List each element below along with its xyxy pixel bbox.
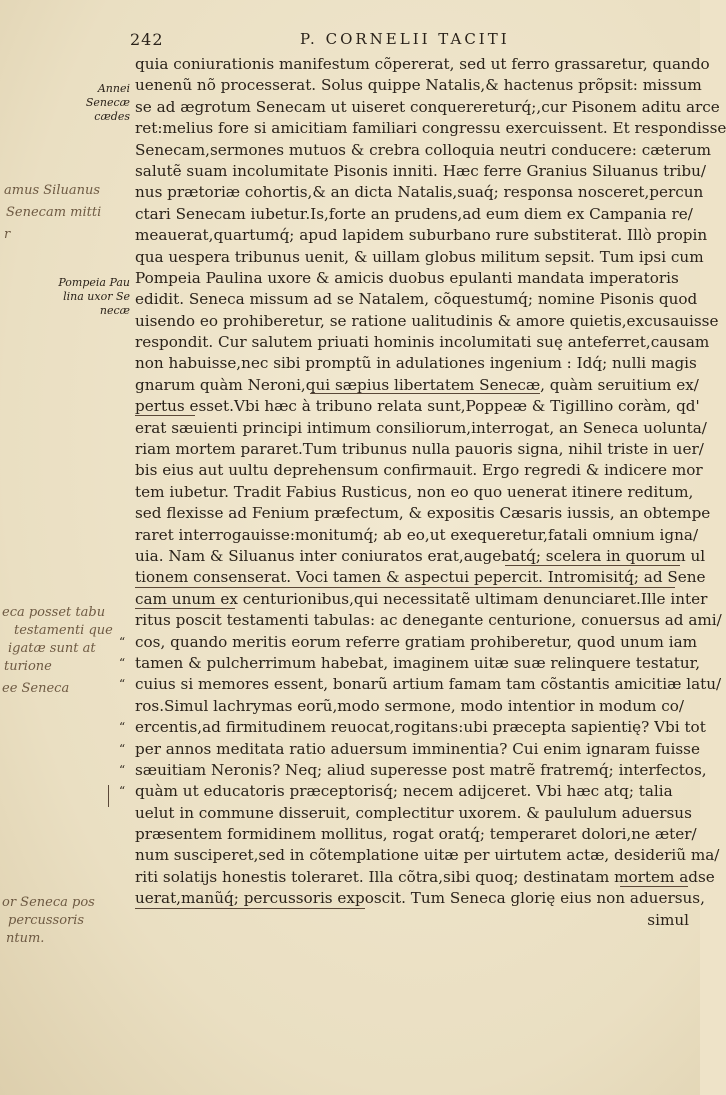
text-line: cos, quando meritis eorum referre gratiam prohiberetur, quod unum iam [135,632,698,651]
text-line: num susciperet,sed in cõtemplatione uitæ per uirtutem actæ, desideriũ ma/ [135,846,720,865]
quote-mark: “ [119,741,126,756]
text-line: nus prætoriæ cohortis,& an dicta Natalis,suaq́; responsa nosceret,percun [135,183,704,202]
text-line: quàm ut educatoris præceptorisq́; necem adijceret. Vbi hæc atq; talia [135,782,673,801]
text-line: tamen & pulcherrimum habebat, imaginem uitæ suæ relinquere testatur, [135,653,701,672]
ink-underline [135,908,365,909]
text-line: riti solatijs honestis toleraret. Illa cõtra,sibi quoq; destinatam mortem adse [135,867,715,886]
quote-mark: “ [119,655,126,670]
text-line: præsentem formidinem mollitus, rogat oratq́; temperaret dolori,ne æter/ [135,825,697,844]
handwritten-note: igatæ sunt at [8,641,96,656]
side-note-seneca-death: Annei Senecæ cædes [85,82,130,123]
text-line: simul [647,910,689,929]
text-line: salutẽ suam incolumitate Pisonis inniti. Hæc ferre Granius Siluanus tribu/ [135,161,706,180]
handwritten-note: or Seneca pos [2,895,95,910]
text-line: per annos meditata ratio aduersum imminentia? Cui enim ignaram fuisse [135,739,700,758]
quote-mark: “ [119,677,126,692]
text-line: uerat,manũq́; percussoris exposcit. Tum Seneca glorię eius non aduersus, [135,889,705,908]
quoted-line [119,717,706,738]
text-line: cuius si memores essent, bonarũ artium famam tam cõstantis amicitiæ latu/ [135,675,722,694]
quoted-line [119,760,707,781]
ink-stroke [108,785,109,807]
text-line: ros.Simul lachrymas eorũ,modo sermone, modo intentior in modum co/ [135,696,684,715]
handwritten-note: Senecam mitti [6,205,102,220]
ink-underline [505,565,680,566]
text-line: riam mortem pararet.Tum tribunus nulla pauoris signa, nihil triste in uer/ [135,440,704,459]
text-line: meauerat,quartumq́; apud lapidem suburbano rure substiterat. Illò propin [135,226,708,245]
text-line: qua uespera tribunus uenit, & uillam globus militum sepsit. Tum ipsi cum [135,247,704,266]
text-line: pertus esset.Vbi hæc à tribuno relata sunt,Poppeæ & Tigillino coràm, qd' [135,397,700,416]
quote-mark: “ [119,784,126,799]
text-line: respondit. Cur salutem priuati hominis incolumitati suę anteferret,causam [135,333,710,352]
text-line: raret interrogauisse:monitumq́; ab eo,ut exequeretur,fatali omnium igna/ [135,525,699,544]
text-line: uelut in commune disseruit, complectitur uxorem. & paululum aduersus [135,803,692,822]
handwritten-note: r [4,227,11,242]
text-line: quia coniurationis manifestum cõpererat, sed ut ferro grassaretur, quando [135,55,710,73]
quoted-line [119,781,695,802]
handwritten-note: ntum. [6,931,45,946]
quoted-line [119,653,701,674]
text-line: bis eius aut uultu deprehensum confirmauit. Ergo regredi & indicere mor [135,461,703,480]
text-line: edidit. Seneca missum ad se Natalem, cõquestumq́; nomine Pisonis quod [135,290,698,309]
quote-mark: “ [119,720,126,735]
ink-underline [620,886,688,887]
handwritten-note: amus Siluanus [4,183,101,198]
text-line: uenenũ nõ processerat. Solus quippe Natalis,& hactenus prõpsit: missum [135,76,702,95]
handwritten-note: testamenti que [14,623,113,638]
text-line: Senecam,sermones mutuos & crebra colloquia neutri conducere: cæterum [135,140,712,159]
text-line: sæuitiam Neronis? Neq; aliud superesse post matrẽ fratremq́; interfectos, [135,760,707,779]
text-line: ret:melius fore si amicitiam familiari congressu exercuissent. Et respondisse [135,119,726,138]
text-line: erat sæuienti principi intimum consiliorum,interrogat, an Seneca uolunta/ [135,418,707,437]
quote-mark: “ [119,634,126,649]
side-note-pompeia-paulina: Pompeia Pau lina uxor Se necæ [58,276,130,317]
quoted-line [119,739,700,760]
ink-underline [310,393,540,394]
text-line: ctari Senecam iubetur.Is,forte an prudens,ad eum diem ex Campania re/ [135,204,693,223]
quoted-line [119,632,698,653]
text-line: uisendo eo prohiberetur, se ratione ualitudinis & amore quietis,excusauisse [135,311,719,330]
text-line: non habuisse,nec sibi promptũ in adulationes ingenium : Idq́; nulli magis [135,354,697,373]
text-line: tionem consenserat. Voci tamen & aspectui pepercit. Intromisitq́; ad Sene [135,568,706,587]
ink-underline [135,608,235,609]
ink-underline [135,415,195,416]
main-text [119,54,726,931]
quoted-line [119,674,722,695]
handwritten-note: eca posset tabu [2,605,106,620]
text-line: uia. Nam & Siluanus inter coniuratos erat,augebatq́; scelera in quorum ul [135,546,706,565]
text-line: tem iubetur. Tradit Fabius Rusticus, non eo quo uenerat itinere reditum, [135,482,694,501]
ink-underline [135,587,675,588]
text-line: gnarum quàm Neroni,qui sæpius libertatem Senecæ, quàm seruitium ex/ [135,375,699,394]
text-line: se ad ægrotum Senecam ut uiseret conquerereturq́;,cur Pisonem aditu arce [135,97,720,116]
handwritten-note: ee Seneca [2,681,70,696]
quote-mark: “ [119,762,126,777]
running-title: P. CORNELII TACITI [300,30,510,48]
text-line: cam unum ex centurionibus,qui necessitatẽ ultimam denunciaret.Ille inter [135,589,708,608]
text-line: ritus poscit testamenti tabulas: ac denegante centurione, conuersus ad ami/ [135,611,722,630]
handwritten-note: percussoris [8,913,85,928]
page-header [0,30,700,54]
text-line: Pompeia Paulina uxore & amicis duobus epulanti mandata imperatoris [135,268,679,287]
handwritten-note: turione [4,659,52,674]
text-line: ercentis,ad firmitudinem reuocat,rogitans:ubi præcepta sapientię? Vbi tot [135,718,706,737]
page-number: 242 [130,30,164,49]
text-line: sed flexisse ad Fenium præfectum, & expositis Cæsaris iussis, an obtempe [135,504,711,523]
